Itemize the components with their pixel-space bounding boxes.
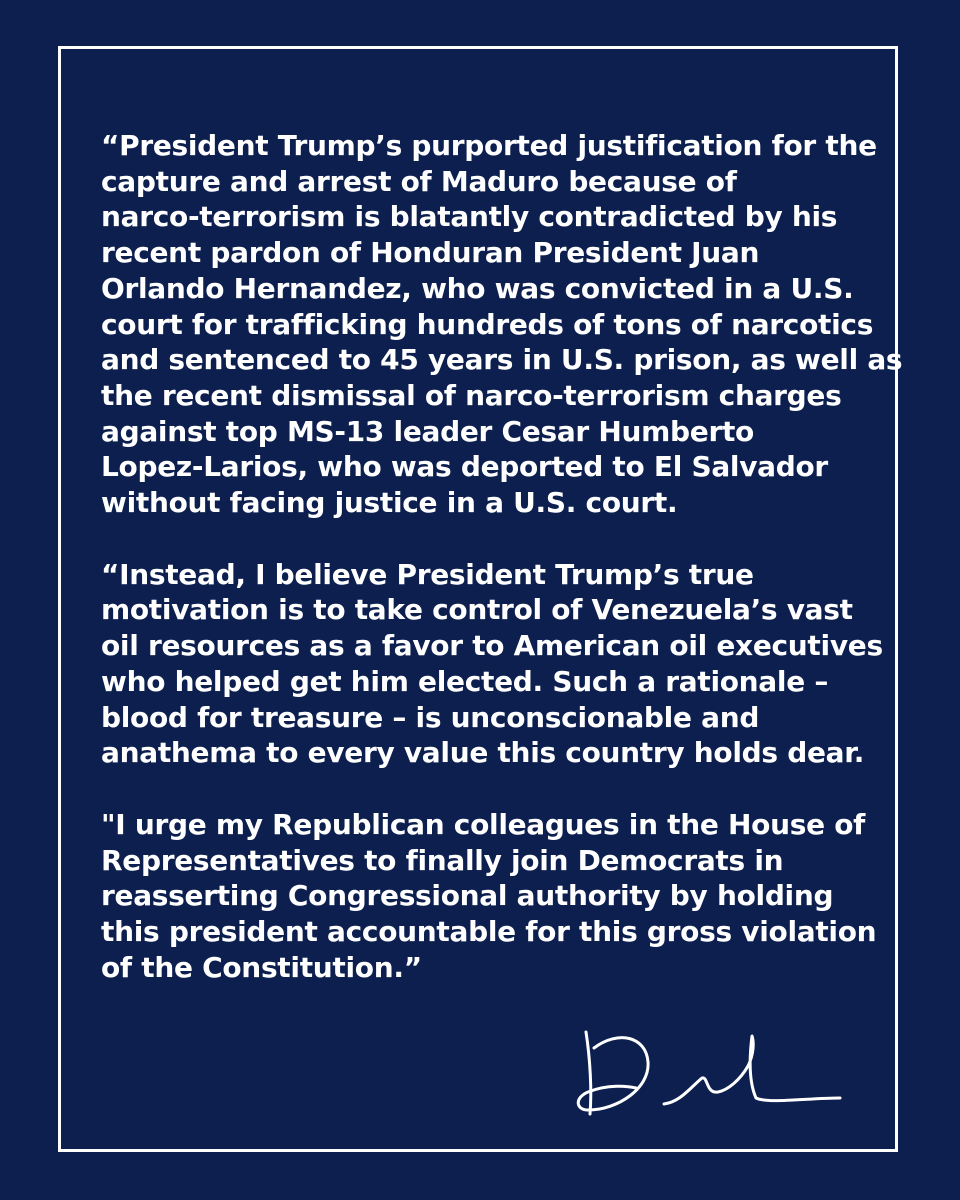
statement-line: capture and arrest of Maduro because of [101, 164, 737, 198]
statement-line: and sentenced to 45 years in U.S. prison, as well as [101, 343, 903, 377]
statement-line: without facing justice in a U.S. court. [101, 486, 678, 520]
quoted-statement [101, 128, 903, 985]
statement-line: the recent dismissal of narco-terrorism charges [101, 378, 842, 412]
statement-line: “President Trump’s purported justification for the [101, 129, 877, 162]
handwritten-signature [568, 1018, 848, 1122]
statement-line: motivation is to take control of Venezuela’s vast [101, 593, 853, 627]
statement-line: “Instead, I believe President Trump’s true [101, 557, 754, 591]
statement-line: Orlando Hernandez, who was convicted in a U.S. [101, 271, 854, 305]
statement-line: who helped get him elected. Such a rationale – [101, 664, 829, 698]
statement-paragraph-3 [101, 807, 877, 986]
statement-line: Representatives to finally join Democrats in [101, 843, 784, 877]
statement-line: recent pardon of Honduran President Juan [101, 236, 760, 270]
statement-paragraph-2 [101, 557, 883, 771]
statement-line: "I urge my Republican colleagues in the House of [101, 807, 866, 841]
statement-line: of the Constitution.” [101, 950, 422, 984]
statement-line: against top MS-13 leader Cesar Humberto [101, 414, 754, 448]
statement-line: court for trafficking hundreds of tons of narcotics [101, 307, 874, 341]
statement-line: anathema to every value this country holds dear. [101, 736, 865, 770]
statement-paragraph-1 [101, 128, 903, 521]
statement-line: narco-terrorism is blatantly contradicted by his [101, 200, 838, 234]
statement-line: oil resources as a favor to American oil executives [101, 629, 883, 663]
statement-line: Lopez-Larios, who was deported to El Salvador [101, 450, 828, 484]
statement-line: blood for treasure – is unconscionable and [101, 700, 760, 734]
statement-line: this president accountable for this gross violation [101, 915, 877, 949]
statement-line: reasserting Congressional authority by holding [101, 879, 834, 913]
